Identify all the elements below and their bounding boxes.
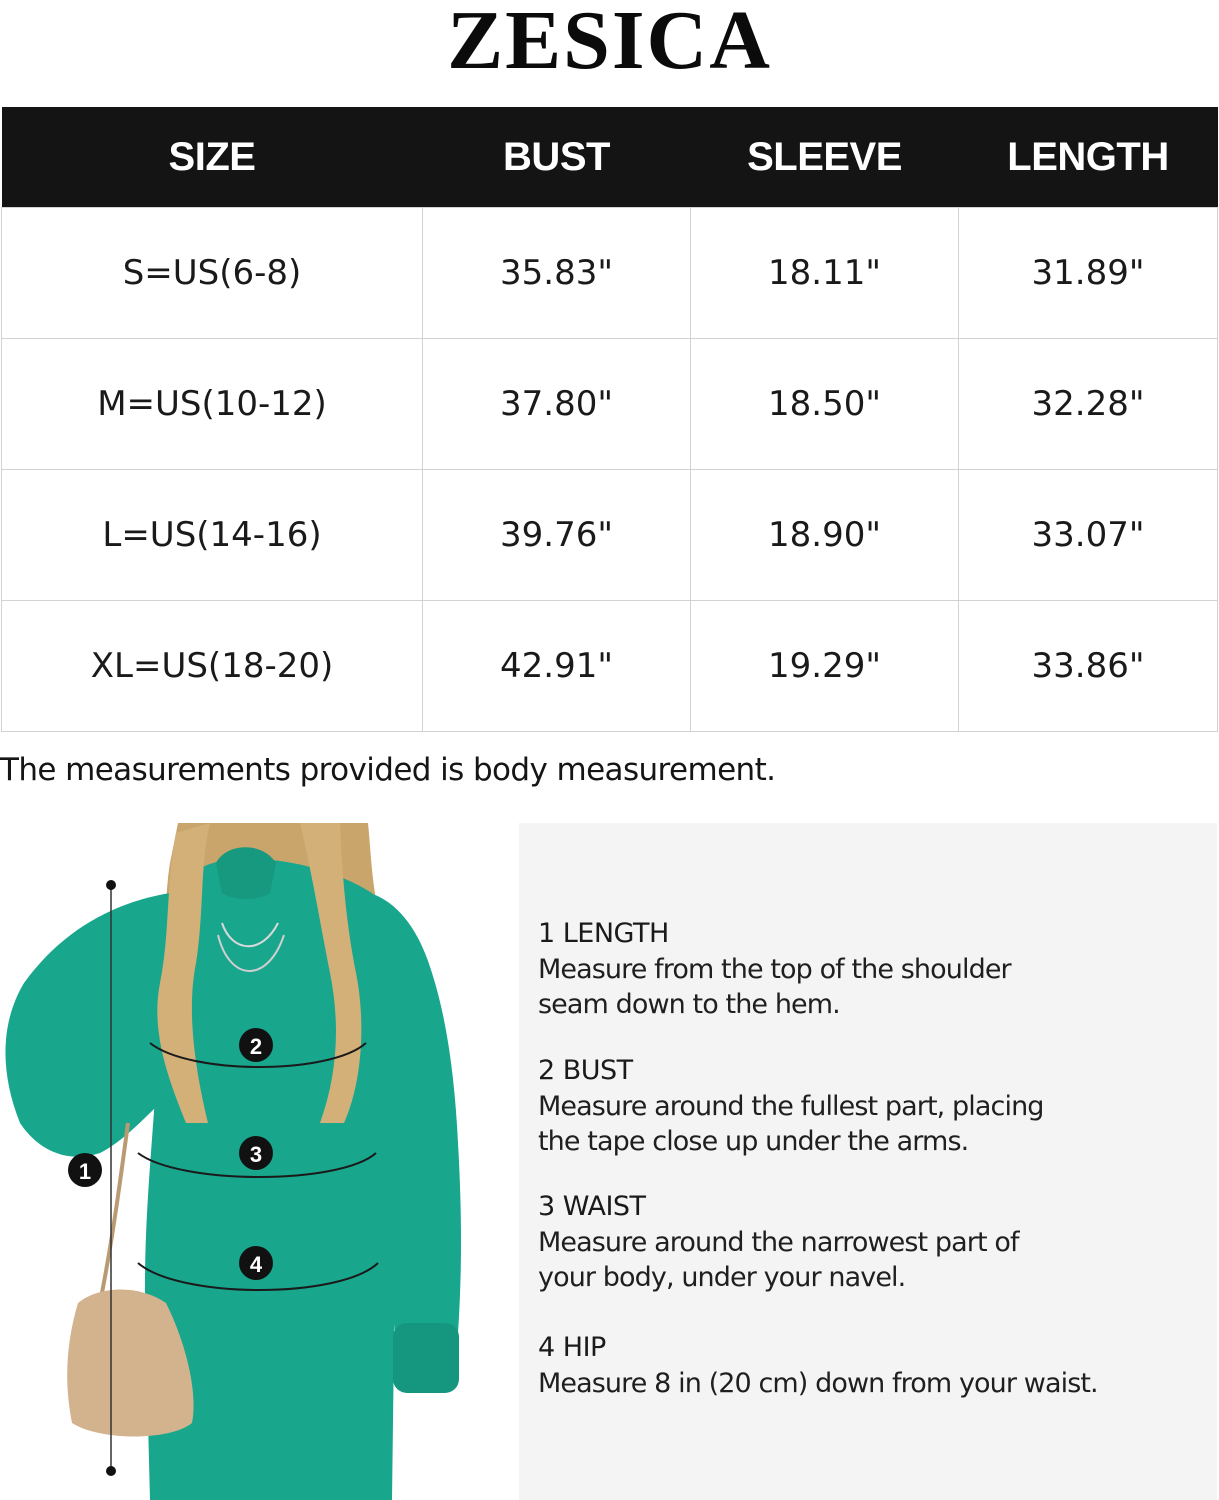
bust-cell: 37.80": [423, 339, 691, 470]
guide-step-title: 4 HIP: [538, 1332, 606, 1363]
guide-step-line: your body, under your navel.: [538, 1262, 906, 1293]
guide-step-bust: [538, 1053, 1198, 1159]
sleeve-cell: 19.29": [691, 601, 959, 732]
guide-step-title: 3 WAIST: [538, 1191, 646, 1222]
length-cell: 31.89": [959, 208, 1218, 339]
sleeve-cell: 18.11": [691, 208, 959, 339]
table-row: [2, 601, 1218, 732]
size-chart-table: [1, 107, 1218, 732]
length-cell: 32.28": [959, 339, 1218, 470]
length-cell: 33.07": [959, 470, 1218, 601]
header-size: SIZE: [2, 107, 423, 208]
guide-step-title: 1 LENGTH: [538, 918, 669, 949]
size-cell: S=US(6-8): [2, 208, 423, 339]
guide-step-waist: [538, 1189, 1198, 1295]
marker-2-label: 2: [249, 1034, 263, 1059]
left-sleeve-shape: [5, 893, 170, 1157]
bust-cell: 35.83": [423, 208, 691, 339]
model-figure-illustration: [0, 823, 470, 1500]
collar-shape: [216, 847, 276, 899]
guide-step-hip: [538, 1330, 1198, 1401]
size-cell: L=US(14-16): [2, 470, 423, 601]
guide-step-text: [538, 1089, 1198, 1159]
table-row: [2, 470, 1218, 601]
guide-step-line: Measure around the narrowest part of: [538, 1227, 1019, 1258]
length-guide-top-dot: [106, 880, 116, 890]
sleeve-cell: 18.90": [691, 470, 959, 601]
length-cell: 33.86": [959, 601, 1218, 732]
marker-1-label: 1: [78, 1159, 92, 1184]
header-sleeve: SLEEVE: [691, 107, 959, 208]
bust-cell: 42.91": [423, 601, 691, 732]
guide-step-text: [538, 1366, 1198, 1401]
length-guide-bottom-dot: [106, 1466, 116, 1476]
guide-step-line: the tape close up under the arms.: [538, 1126, 969, 1157]
right-cuff-shape: [393, 1323, 459, 1393]
guide-step-title: 2 BUST: [538, 1055, 633, 1086]
brand-logo: ZESICA: [447, 0, 772, 87]
guide-step-length: [538, 916, 1198, 1022]
marker-4-label: 4: [249, 1252, 263, 1277]
measurement-note: The measurements provided is body measurement.: [0, 752, 776, 788]
measurement-guide-panel: [519, 823, 1217, 1500]
sleeve-cell: 18.50": [691, 339, 959, 470]
size-cell: M=US(10-12): [2, 339, 423, 470]
guide-step-text: [538, 1225, 1198, 1295]
table-row: [2, 339, 1218, 470]
guide-step-line: Measure around the fullest part, placing: [538, 1091, 1044, 1122]
header-bust: BUST: [423, 107, 691, 208]
guide-step-text: [538, 952, 1198, 1022]
guide-step-line: Measure 8 in (20 cm) down from your waist.: [538, 1368, 1098, 1399]
marker-3-label: 3: [249, 1142, 263, 1167]
size-cell: XL=US(18-20): [2, 601, 423, 732]
table-header-row: [2, 107, 1218, 208]
guide-step-line: Measure from the top of the shoulder: [538, 954, 1011, 985]
guide-step-line: seam down to the hem.: [538, 989, 840, 1020]
header-length: LENGTH: [959, 107, 1218, 208]
bust-cell: 39.76": [423, 470, 691, 601]
table-row: [2, 208, 1218, 339]
